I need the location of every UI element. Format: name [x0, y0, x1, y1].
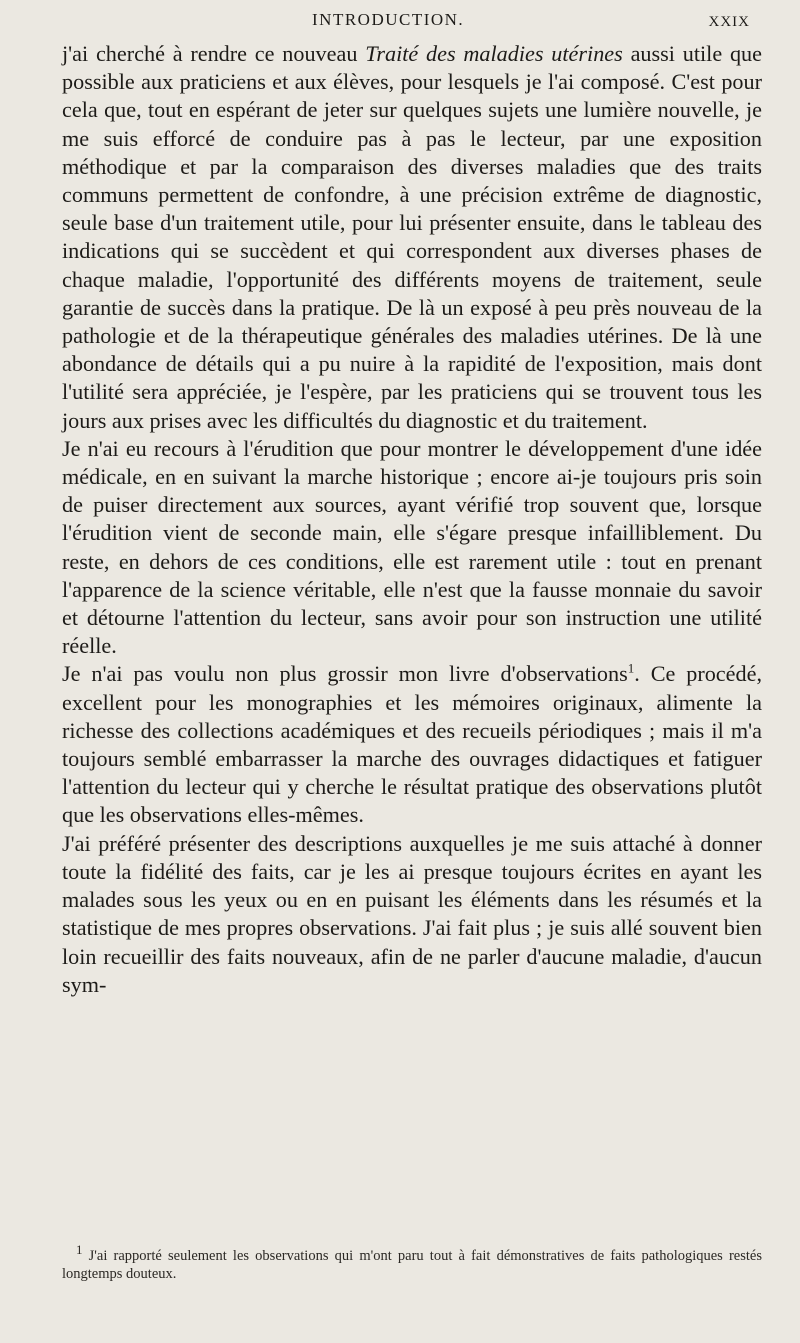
- page-header: [60, 6, 760, 36]
- footnotes: [62, 1242, 762, 1283]
- paragraph-4: J'ai préféré présenter des descriptions auxquelles je me suis attaché à donner toute la fidélité des faits, car je les ai presque toujours écrites en ayant les malades sous les yeux ou en en puisant les éléments dans les résumés et la statistique de mes propres observations. J'ai fait plus ; je suis allé souvent bien loin recueillir des faits nouveaux, afin de ne parler d'aucune maladie, d'aucun sym-: [62, 830, 762, 997]
- paragraph-3: [62, 660, 762, 829]
- footnote-1: [62, 1242, 762, 1283]
- paragraph-1-start: j'ai cherché à rendre ce nouveau: [62, 41, 366, 66]
- footnote-marker: 1: [76, 1242, 83, 1258]
- main-text: [62, 40, 762, 999]
- paragraph-1-rest: aussi utile que possible aux praticiens et aux élèves, pour lesquels je l'ai composé. C'est pour cela que, tout en espérant de jeter sur quelques sujets une lumière nouvelle, je me suis efforcé de conduire pas à pas le lecteur, par une exposition méthodique et par la comparaison des diverses maladies que des traits communs permettent de confondre, à une précision extrême de diagnostic, seule base d'un traitement utile, pour lui présenter ensuite, dans le tableau des indications qui se succèdent et qui correspondent aux diverses phases de chaque maladie, l'opportunité des différents moyens de traitement, seule garantie de succès dans la pratique. De là un exposé à peu près nouveau de la pathologie et de la thérapeutique générales des maladies utérines. De là une abondance de détails qui a pu nuire à la rapidité de l'exposition, mais dont l'utilité sera appréciée, je l'espère, par les praticiens qui se trouvent tous les jours aux prises avec les difficultés du diagnostic et du traitement.: [62, 41, 762, 433]
- footnote-ref: 1: [627, 661, 635, 677]
- paragraph-2: Je n'ai eu recours à l'érudition que pour montrer le développement d'une idée médicale, en en suivant la marche historique ; encore ai-je toujours pris soin de puiser directement aux sources, ayant vérifié trop souvent que, lorsque l'érudition vient de seconde main, elle s'égare presque infailliblement. Du reste, en dehors de ces conditions, elle est rarement utile : tout en prenant l'apparence de la science véritable, elle n'est que la fausse monnaie du savoir et détourne l'attention du lecteur, sans avoir pour son instruction une utilité réelle.: [62, 435, 762, 659]
- page-number: XXIX: [708, 14, 750, 30]
- running-title: INTRODUCTION.: [312, 10, 465, 29]
- paragraph-3-rest: . Ce procédé, excellent pour les monographies et les mémoires originaux, alimente la richesse des collections académiques et des recueils périodiques ; mais il m'a toujours semblé embarrasser la marche des ouvrages didactiques et fatiguer l'attention du lecteur qui y cherche le résultat pratique des observations plutôt que les observations elles-mêmes.: [62, 661, 762, 828]
- paragraph-1: [62, 40, 762, 435]
- book-title-italic: Traité des maladies utérines: [365, 41, 623, 66]
- paragraph-3-start: Je n'ai pas voulu non plus grossir mon livre d'observations: [62, 661, 628, 687]
- footnote-text: J'ai rapporté seulement les observations qui m'ont paru tout à fait démonstratives de faits pathologiques restés longtemps douteux.: [62, 1248, 762, 1282]
